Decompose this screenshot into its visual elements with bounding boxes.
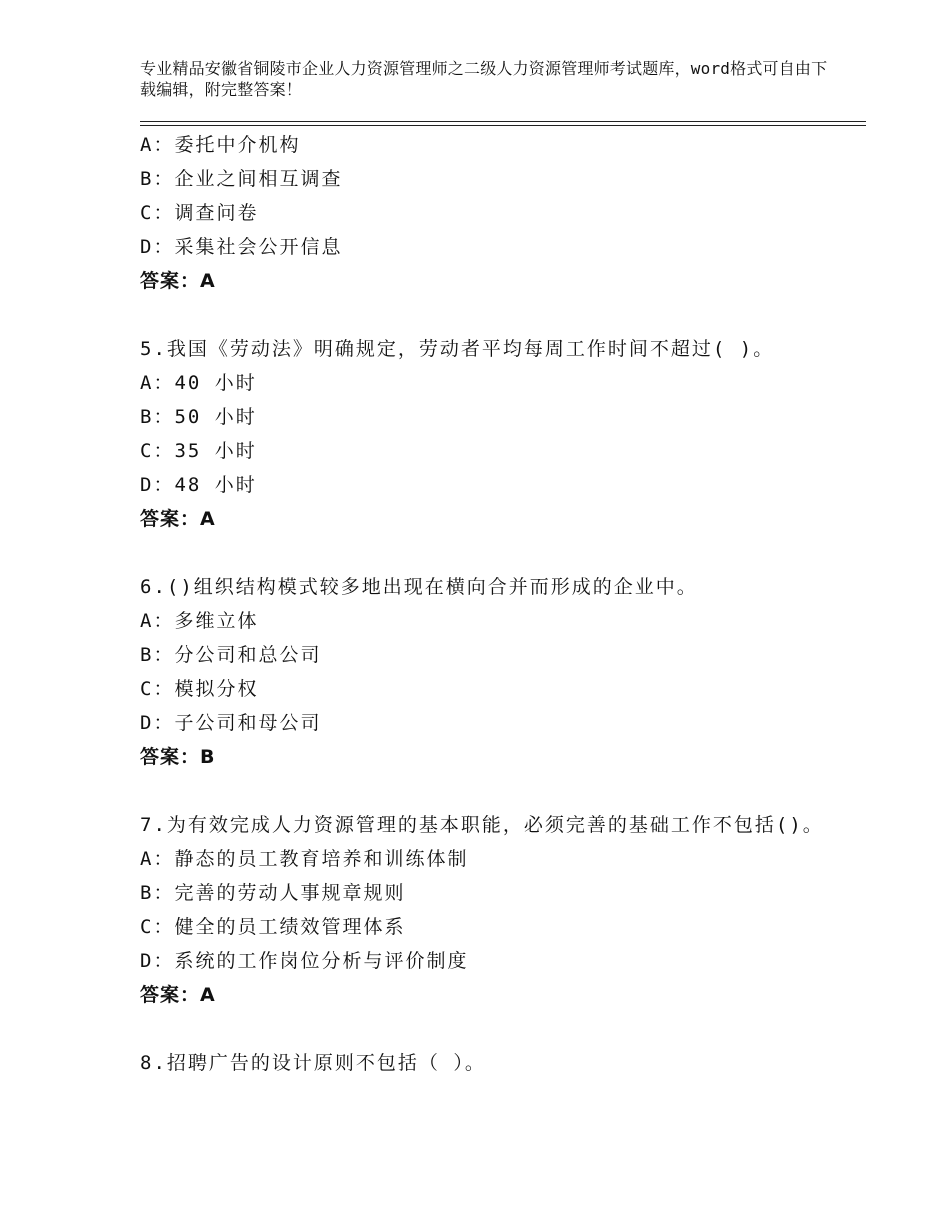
question-text: 5.我国《劳动法》明确规定，劳动者平均每周工作时间不超过( )。 (140, 338, 775, 360)
question-block (140, 128, 830, 298)
option-c: C：模拟分权 (140, 678, 259, 700)
header-divider-bottom (140, 125, 866, 126)
option-b: B：50 小时 (140, 406, 257, 428)
question-text: 7.为有效完成人力资源管理的基本职能，必须完善的基础工作不包括()。 (140, 814, 824, 836)
option-a: A：40 小时 (140, 372, 257, 394)
spacer (140, 536, 830, 570)
header-divider-top (140, 121, 866, 122)
question-list (140, 128, 830, 1080)
option-d: D：系统的工作岗位分析与评价制度 (140, 950, 469, 972)
option-b: B：企业之间相互调查 (140, 168, 343, 190)
option-c: C：健全的员工绩效管理体系 (140, 916, 406, 938)
question-block (140, 570, 830, 774)
question-block (140, 1046, 830, 1080)
option-b: B：完善的劳动人事规章规则 (140, 882, 406, 904)
answer: 答案：B (140, 746, 216, 768)
spacer (140, 298, 830, 332)
question-text: 6.()组织结构模式较多地出现在横向合并而形成的企业中。 (140, 576, 698, 598)
question-block (140, 808, 830, 1012)
option-c: C：35 小时 (140, 440, 257, 462)
option-a: A：多维立体 (140, 610, 259, 632)
question-block (140, 332, 830, 536)
option-a: A：委托中介机构 (140, 134, 301, 156)
option-d: D：采集社会公开信息 (140, 236, 343, 258)
answer: 答案：A (140, 508, 216, 530)
answer: 答案：A (140, 270, 216, 292)
option-d: D：48 小时 (140, 474, 257, 496)
question-text: 8.招聘广告的设计原则不包括（ ）。 (140, 1052, 486, 1074)
option-c: C：调查问卷 (140, 202, 259, 224)
spacer (140, 774, 830, 808)
document-header: 专业精品安徽省铜陵市企业人力资源管理师之二级人力资源管理师考试题库，word格式可自由下载编辑，附完整答案！ (140, 59, 828, 99)
spacer (140, 1012, 830, 1046)
option-b: B：分公司和总公司 (140, 644, 322, 666)
answer: 答案：A (140, 984, 216, 1006)
option-a: A：静态的员工教育培养和训练体制 (140, 848, 469, 870)
option-d: D：子公司和母公司 (140, 712, 322, 734)
